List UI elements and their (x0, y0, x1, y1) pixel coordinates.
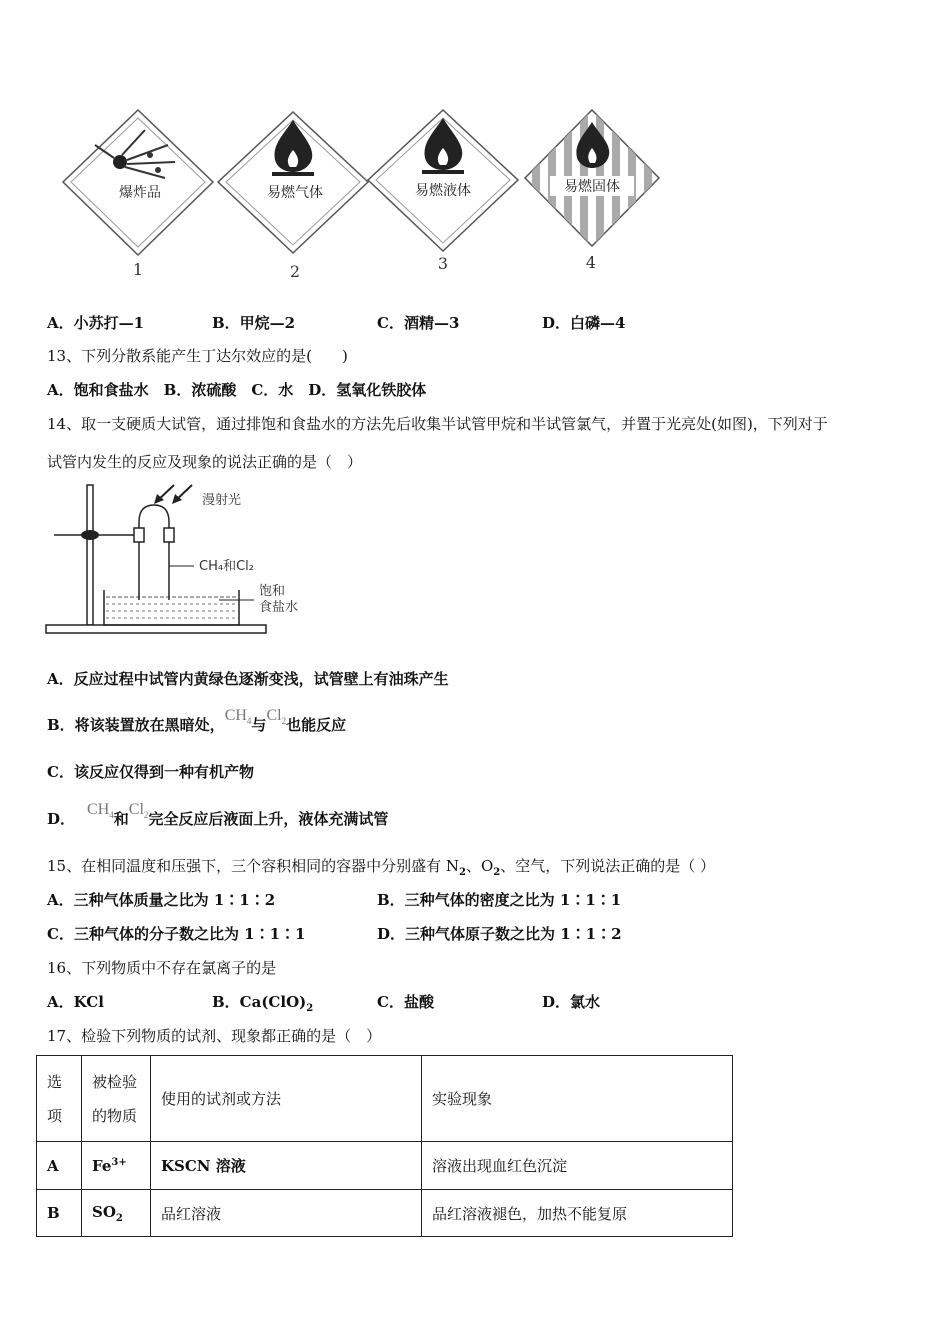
q17-stem: 17、检验下列物质的试剂、现象都正确的是（ ） (47, 1027, 382, 1045)
hazard-sign-flammable-liquid (368, 110, 518, 273)
q14-option-d-suffix: 完全反应后液面上升，液体充满试管 (148, 810, 389, 828)
q12-option-b: B．甲烷—2 (212, 314, 296, 332)
q14-option-d (47, 801, 389, 830)
q14-option-b-mid: 与 (251, 716, 267, 734)
table-header-row (37, 1056, 733, 1142)
row-reagent: KSCN 溶液 (151, 1142, 422, 1190)
row-reagent: 品红溶液 (151, 1190, 422, 1237)
q15-option-d: D．三种气体原子数之比为 1∶1∶2 (377, 925, 622, 943)
gas-label: CH₄和Cl₂ (199, 559, 254, 574)
header-reagent: 使用的试剂或方法 (151, 1056, 422, 1142)
hazard-sign-flammable-gas (218, 112, 368, 281)
q12-option-c: C．酒精—3 (377, 314, 460, 332)
solution-label-line2: 食盐水 (259, 600, 299, 615)
hazard-sign-explosive (63, 110, 213, 279)
row-substance: $SO_2$ (82, 1190, 151, 1237)
q16-option-d: D．氯水 (542, 993, 601, 1011)
hazard-sign-label: 爆炸品 (119, 185, 161, 201)
formula-ch4: $CH_4$ (87, 801, 114, 821)
formula-ch4: $CH_4$ (224, 707, 252, 727)
table-row (37, 1142, 733, 1190)
hazard-sign-label: 易燃气体 (267, 185, 323, 201)
q14-option-b (47, 707, 347, 736)
q15-option-c: C．三种气体的分子数之比为 1∶1∶1 (47, 925, 306, 943)
row-phenomenon: 溶液出现血红色沉淀 (422, 1142, 733, 1190)
q14-option-c: C．该反应仅得到一种有机产物 (47, 763, 254, 781)
solution-label-line1: 饱和 (259, 584, 286, 599)
table-row (37, 1190, 733, 1237)
q14-stem-line1: 14、取一支硬质大试管，通过排饱和食盐水的方法先后收集半试管甲烷和半试管氯气，并置于光亮处(如图)，下列对于 (47, 415, 828, 433)
header-phenomenon: 实验现象 (422, 1056, 733, 1142)
q16-option-a: A．KCl (47, 993, 104, 1011)
hazard-sign-label: 易燃固体 (564, 179, 620, 195)
q16-option-b: B．$Ca(ClO)_2$ (212, 993, 314, 1014)
header-substance: 被检验 的物质 (82, 1056, 151, 1142)
formula-cl2: $Cl_2$ (128, 801, 149, 821)
hazard-sign-number: 1 (132, 260, 144, 279)
row-substance: $Fe^{3+}$ (82, 1142, 151, 1190)
q13-stem: 13、下列分散系能产生丁达尔效应的是( ) (47, 347, 348, 365)
row-option: B (37, 1190, 82, 1237)
row-phenomenon: 品红溶液褪色，加热不能复原 (422, 1190, 733, 1237)
header-option: 选 项 (37, 1056, 82, 1142)
light-arrow-icon (154, 485, 192, 504)
q12-option-d: D．白磷—4 (542, 314, 626, 332)
hazard-sign-flammable-solid (525, 100, 659, 272)
q16-option-c: C．盐酸 (377, 993, 434, 1011)
q12-option-a: A．小苏打—1 (47, 314, 145, 332)
q16-stem: 16、下列物质中不存在氯离子的是 (47, 959, 277, 977)
q14-option-d-prefix: D． (47, 810, 76, 828)
q13-options: A．饱和食盐水 B．浓硫酸 C．水 D．氢氧化铁胶体 (47, 381, 427, 399)
q15-stem: 15、在相同温度和压强下，三个容积相同的容器中分别盛有 $N_2$、$O_2$、空气，下列说法正确的是（ ） (47, 857, 716, 878)
hazard-sign-number: 4 (585, 253, 597, 272)
q14-option-b-suffix: 也能反应 (286, 716, 347, 734)
q14-option-d-mid: 和 (113, 810, 129, 828)
q17-table (36, 1055, 733, 1237)
hazard-sign-number: 2 (289, 262, 301, 281)
q14-option-a: A．反应过程中试管内黄绿色逐渐变浅，试管壁上有油珠产生 (47, 670, 449, 688)
hazard-sign-label: 易燃液体 (415, 183, 471, 199)
formula-cl2: $Cl_2$ (266, 707, 287, 727)
row-option: A (37, 1142, 82, 1190)
q14-apparatus-figure (44, 480, 344, 640)
q14-option-b-prefix: B．将该装置放在黑暗处， (47, 716, 225, 734)
hazard-signs-figure (50, 100, 670, 290)
hazard-sign-number: 3 (437, 254, 449, 273)
q14-stem-line2: 试管内发生的反应及现象的说法正确的是（ ） (47, 453, 363, 471)
light-label: 漫射光 (202, 493, 242, 508)
q15-option-b: B．三种气体的密度之比为 1∶1∶1 (377, 891, 622, 909)
q15-option-a: A．三种气体质量之比为 1∶1∶2 (47, 891, 276, 909)
